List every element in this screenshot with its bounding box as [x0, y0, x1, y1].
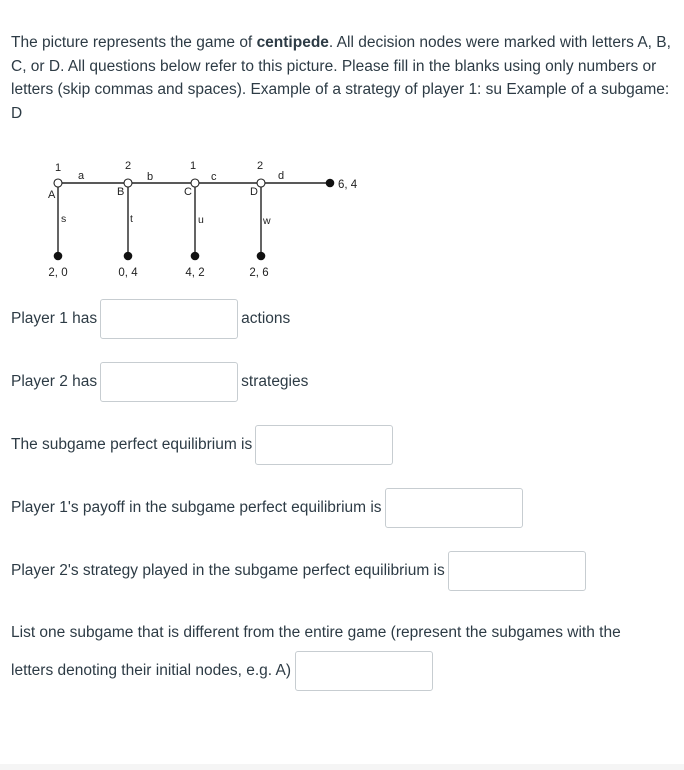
question-subgame [11, 615, 673, 691]
terminal-node-5 [326, 179, 335, 188]
question-spe [11, 425, 396, 465]
node-letter-d: D [250, 186, 258, 198]
q3-prefix: The subgame perfect equilibrium is [11, 436, 253, 453]
q2-suffix: strategies [241, 373, 309, 390]
question-player2-strategy [11, 551, 589, 591]
payoff-final: 6, 4 [338, 179, 358, 191]
subgame-input[interactable] [295, 651, 433, 691]
q5-prefix: Player 2's strategy played in the subgame perfect equilibrium is [11, 562, 445, 579]
node-letter-c: C [184, 186, 192, 198]
question-player2-strategies [11, 362, 308, 402]
player-label-b: 2 [124, 160, 132, 172]
player-label-a: 1 [54, 162, 62, 174]
q1-prefix: Player 1 has [11, 310, 98, 327]
terminal-node-2 [124, 252, 133, 261]
action-label-t: t [130, 213, 133, 225]
player-label-d: 2 [256, 160, 264, 172]
decision-node-b [124, 179, 132, 187]
q4-prefix: Player 1's payoff in the subgame perfect equilibrium is [11, 499, 382, 516]
payoff-t: 0, 4 [118, 267, 138, 279]
question-player1-payoff [11, 488, 526, 528]
q6-line1: List one subgame that is different from the entire game (represent the subgames with the [11, 624, 621, 641]
intro-text-rest: . All decision nodes were marked with letters A, B, C, or D. All questions below refer to this picture. Please fill in the blanks using only numbers or letters (skip commas and spaces). Example of a strategy of player 1: su Example of a subgame: D [11, 34, 671, 122]
node-letter-b: B [117, 186, 125, 198]
payoff-s: 2, 0 [48, 267, 68, 279]
intro-text-start: The picture represents the game of [11, 34, 257, 51]
decision-node-a [54, 179, 62, 187]
payoff-u: 4, 2 [185, 267, 205, 279]
bottom-divider [0, 764, 684, 770]
action-label-s: s [61, 213, 67, 225]
terminal-node-4 [257, 252, 266, 261]
action-label-w: w [263, 215, 271, 227]
node-letter-a: A [48, 189, 56, 201]
action-label-a: a [78, 170, 85, 182]
question-intro [11, 31, 673, 125]
player2-strategies-input[interactable] [100, 362, 238, 402]
q6-line2: letters denoting their initial nodes, e.g. A) [11, 662, 292, 680]
action-label-b: b [147, 171, 154, 183]
q2-prefix: Player 2 has [11, 373, 98, 390]
player1-payoff-input[interactable] [385, 488, 523, 528]
centipede-game-tree [0, 150, 684, 285]
terminal-node-3 [191, 252, 200, 261]
game-name: centipede [256, 34, 329, 51]
payoff-w: 2, 6 [249, 267, 269, 279]
question-player1-actions [11, 299, 290, 339]
player1-actions-input[interactable] [100, 299, 238, 339]
decision-node-d [257, 179, 265, 187]
player2-strategy-input[interactable] [448, 551, 586, 591]
player-label-c: 1 [189, 160, 197, 172]
action-label-d: d [278, 170, 285, 182]
terminal-node-1 [54, 252, 63, 261]
action-label-u: u [198, 214, 204, 226]
spe-input[interactable] [255, 425, 393, 465]
action-label-c: c [211, 171, 217, 183]
q1-suffix: actions [241, 310, 291, 327]
decision-node-c [191, 179, 199, 187]
